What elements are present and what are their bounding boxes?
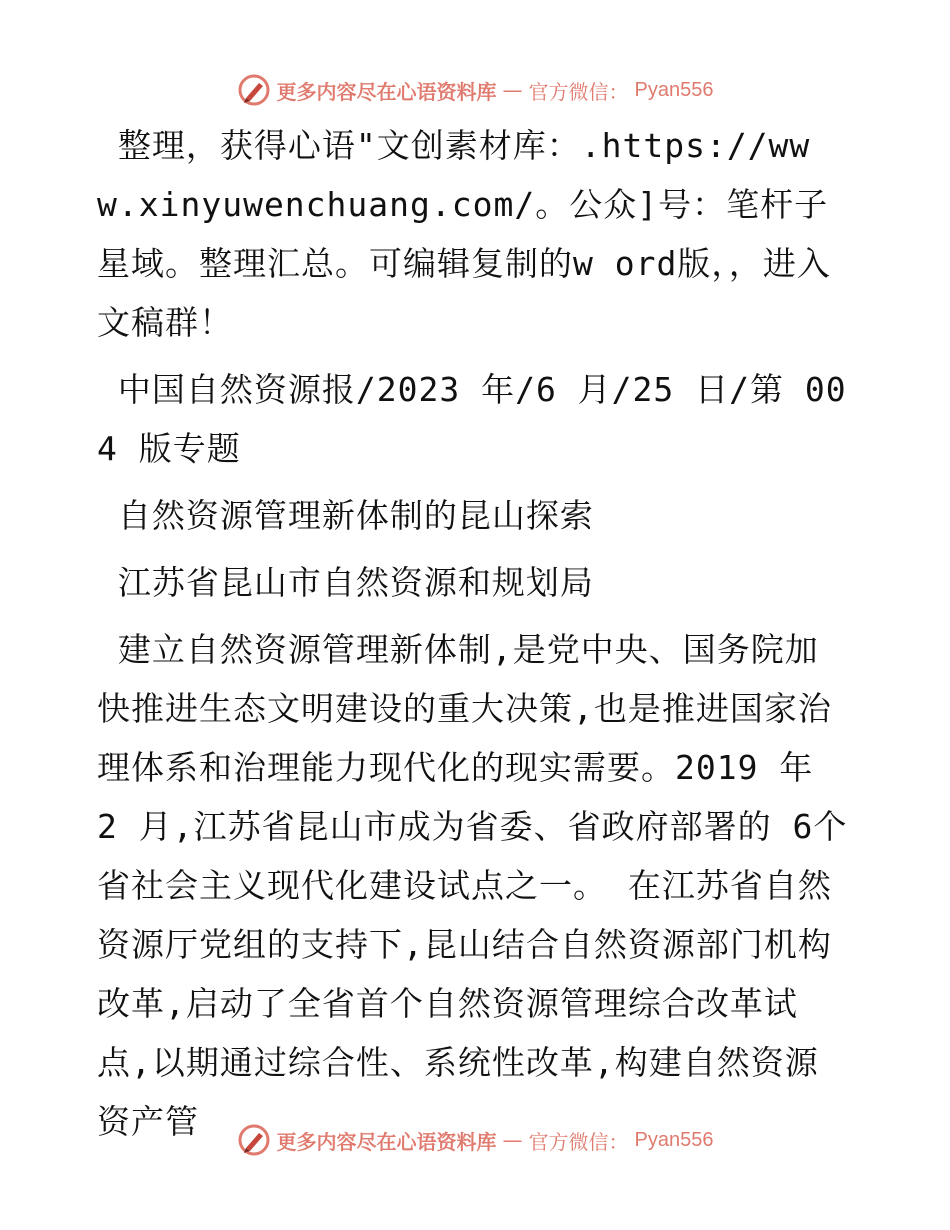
watermark-dash: —: [502, 1128, 523, 1152]
watermark-wechat-id: Pyan556: [634, 1128, 714, 1151]
pen-logo-icon: [237, 1123, 271, 1157]
watermark-text: 更多内容尽在心语资料库: [276, 1129, 497, 1154]
watermark-official-label: 官方微信：: [528, 79, 629, 104]
watermark-wechat-id: Pyan556: [634, 78, 714, 101]
intro-paragraph: 整理，获得心语"文创素材库：.https://www.xinyuwenchuang.com/。公众]号：笔杆子星域。整理汇总。可编辑复制的w ord版，，进入文稿群！: [97, 126, 831, 342]
article-title: 自然资源管理新体制的昆山探索: [97, 496, 594, 535]
header-watermark: [0, 70, 950, 110]
document-body: [97, 116, 849, 1159]
body-paragraph: 建立自然资源管理新体制,是党中央、国务院加快推进生态文明建设的重大决策,也是推进国家治理体系和治理能力现代化的现实需要。2019 年 2 月,江苏省昆山市成为省委、省政府部署的 6个省社会主义现代化建设试点之一。 在江苏省自然资源厅党组的支持下,昆山结合自然资源部门机构改革,启动了全省首个自然资源管理综合改革试点,以期通过综合性、系统性改革,构建自然资源资产管: [97, 630, 848, 1141]
watermark-official-label: 官方微信：: [528, 1129, 629, 1154]
watermark-dash: —: [502, 78, 523, 102]
source-line: 中国自然资源报/2023 年/6 月/25 日/第 004 版专题: [97, 370, 847, 468]
watermark-text: 更多内容尽在心语资料库: [276, 79, 497, 104]
article-author: 江苏省昆山市自然资源和规划局: [97, 563, 594, 602]
footer-watermark: [0, 1120, 950, 1160]
pen-logo-icon: [237, 73, 271, 107]
